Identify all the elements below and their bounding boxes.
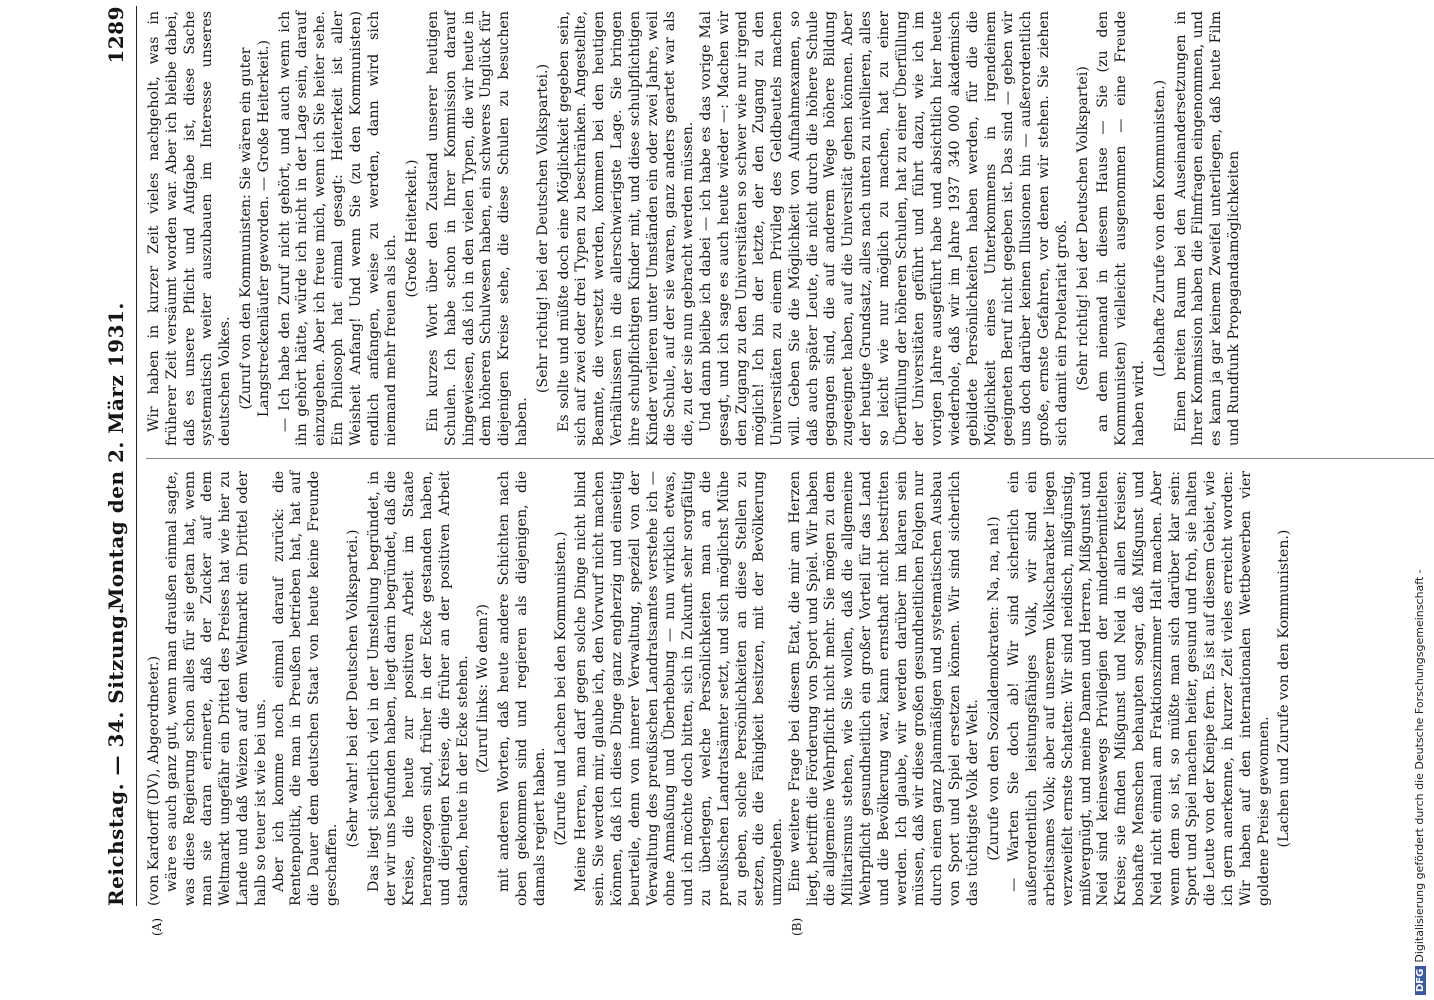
interjection: (Sehr wahr! bei der Deutschen Volkspartei.) [344,529,361,848]
paragraph: — Warten Sie doch ab! Wir sind sicherlich ein außerordentlich leistungsfähiges Volk, wir sind ein arbeitsames Volk; aber auf unserem Volkscharakter liegen verzweifelt ernste Schatten: Wir sind neidisch, mißgünstig, mißvergnügt, und meine Damen und Herren, Mißgunst und Neid sind keineswegs Privilegien der minderbemittelten Kreise; sie finden Mißgunst und Neid in allen Kreisen; boshafte Menschen behaupten sogar, daß Mißgunst und Neid nicht einmal am Fraktionszimmer Halt machen. Aber wenn dem so ist, so müßte man sich darüber klar sein: Sport und Spiel machen heiter, gesund und froh, sie halten die Leute von der Kneipe fern. Es ist auf diesem Gebiet, wie ich gern anerkenne, in kurzer Zeit vieles erreicht worden: Wir haben auf den internationalen Wettbewerben vier goldene Preise gewonnen. [1006,471,1272,906]
digitization-credit [1413,10,1433,995]
column-divider [146,458,1434,459]
interjection: (Zurufe von den Sozialdemokraten: Na, na, na!) [985,516,1002,861]
paragraph: Einen breiten Raum bei den Auseinandersetzungen in Ihrer Kommission haben die Filmfragen eingenommen, und es kann ja gar keinem Zweifel unterliegen, daß heute Film und Rundfunk Propagandamöglichkeiten [1172,11,1243,446]
interjection: (Zurufe und Lachen bei den Kommunisten.) [552,531,569,846]
dfg-logo: DFG [1415,966,1426,995]
paragraph: Aber ich komme noch einmal darauf zurück: die Rentenpolitik, die man in Preußen betrieben hat, hat auf die Dauer dem deutschen Staat von heute keine Freunde geschaffen. [270,471,340,906]
paragraph: Ein kurzes Wort über den Zustand unserer heutigen Schulen. Ich habe schon in Ihrer Kommission darauf hingewiesen, daß ich in den vielen Typen, die wir heute in dem höheren Schulwesen haben, ein schweres Unglück für diejenigen Kreise sehe, die diese Schulen zu besuchen haben. [424,11,530,446]
header-left: Reichstag. — 34. Sitzung. [104,607,128,906]
margin-mark-b: (B) [790,917,804,936]
paragraph: Das liegt sicherlich viel in der Umstellung begründet, in der wir uns befunden haben, liegt darin begründet, daß die Kreise, die heute zur positiven Arbeit im Staate herangezogen sind, früher in der Ecke gestanden haben, und diejenigen Kreise, die früher an der positiven Arbeit standen, heute in der Ecke stehen. [365,471,471,906]
paragraph: — Ich habe den Zuruf nicht gehört, und auch wenn ich ihn gehört hätte, würde ich nicht in der Lage sein, darauf einzugehen. Aber ich freue mich, wenn ich Sie heiter sehe. Ein Philosoph hat einmal gesagt: Heiterkeit ist aller Weisheit Anfang! Und wenn Sie (zu den Kommunisten) endlich anfangen, weise zu werden, dann wird sich niemand mehr freuen als ich. [276,11,400,446]
margin-mark-d [790,0,804,1]
page-number: 1289 [104,6,128,64]
paragraph: mit anderen Worten, daß heute andere Schichten nach oben gekommen sind und regieren als diejenigen, die damals regiert haben. [496,471,548,906]
paragraph: an dem niemand in diesem Hause — Sie (zu den Kommunisten) vielleicht ausgenommen — eine Freude haben wird. [1095,11,1148,446]
paragraph: Es sollte und müßte doch eine Möglichkeit gegeben sein, sich auf zwei oder drei Typen zu beschränken. Angestellte, Beamte, die versetzt werden, kommen bei den heutigen Verhältnissen in die allerschwierigste Lage. Sie bringen ihre schulpflichtigen Kinder mit, und diese schulpflichtigen Kinder verlieren unter Umständen ein oder zwei Jahre, weil die Schule, auf der sie waren, ganz anders geartet war als die, zu der sie nun gebracht werden müssen. [555,11,697,446]
paragraph: Wir haben in kurzer Zeit vieles nachgeholt, was in früherer Zeit versäumt worden war. Aber ich bleibe dabei, daß es unsere Pflicht und Aufgabe ist, diese Sache systematisch weiter auszubauen im Interesse unseres deutschen Volkes. [146,11,234,446]
credit-text: Digitalisierung gefördert durch die Deutsche Forschungsgemeinschaft - [1413,569,1426,963]
interjection: (Lachen und Zurufe von den Kommunisten.) [1276,529,1293,848]
interjection: (Lebhafte Zurufe von den Kommunisten.) [1151,79,1168,378]
header-rule [136,6,137,906]
right-column [146,11,1244,446]
interjection: (Zuruf von den Kommunisten: Sie wären ein guter Langstreckenläufer geworden. — Große Heiterkeit.) [237,39,272,418]
interjection: (Sehr richtig! bei der Deutschen Volkspartei) [1074,66,1091,391]
paragraph: Und dann bleibe ich dabei — ich habe es das vorige Mal gesagt, und ich sage es auch heute wieder —: Machen wir den Zugang zu den Universitäten so schwer wie nur irgend möglich! Ich bin der letzte, der den Zugang zu den Universitäten zu einem Privileg des Geldbeutels machen will. Geben Sie die Möglichkeit von Aufnahmexamen, so daß auch später Leute, die nicht durch die höhere Schule gegangen sind, die auf anderem Wege höhere Bildung zugeeignet haben, auf die Universität gehen können. Aber der heutige Grundsatz, alles nach unten zu nivellieren, alles so leicht wie nur möglich zu machen, hat zu einer Überfüllung der höheren Schulen, hat zu einer Überfüllung der Universitäten geführt und führt dazu, wie ich im vorigen Jahre ausgeführt habe und absichtlich hier heute wiederhole, daß wir im Jahre 1937 340 000 akademisch gebildete Persönlichkeiten haben werden, für die die Möglichkeit eines Unterkommens in irgendeinem geeigneten Beruf nicht gegeben ist. Das sind — geben wir uns doch darüber keinen Illusionen hin — außerordentlich große, ernste Gefahren, vor denen wir stehen. Sie ziehen sich damit ein Proletariat groß. [697,11,1070,446]
interjection: (Sehr richtig! bei der Deutschen Volkspartei.) [534,63,551,394]
newspaper-page [100,6,1434,936]
paragraph: Meine Herren, man darf gegen solche Dinge nicht blind sein. Sie werden mir, glaube ich, den Vorwurf nicht machen können, daß ich diese Dinge ganz engherzig und einseitig beurteile, denn von innerer Verwaltung, speziell von der Verwaltung des preußischen Landratsamtes verstehe ich — ohne Anmaßung und Überhebung — nun wirklich etwas, und ich möchte doch bitten, sich in Zukunft sehr sorgfältig zu überlegen, welche Persönlichkeiten man an die preußischen Landratsämter setzt, und sich möglichst Mühe zu geben, solche Persönlichkeiten an diese Stellen zu setzen, die die Fähigkeit besitzen, mit der Bevölkerung umzugehen. [573,471,786,906]
speaker-line: (von Kardorff (DV), Abgeordneter.) [146,655,162,906]
paragraph: Eine weitere Frage bei diesem Etat, die mir am Herzen liegt, betrifft die Förderung von Sport und Spiel. Wir haben die allgemeine Wehrpflicht nicht mehr. Sie mögen zu dem Militarismus stehen, wie Sie wollen, daß die allgemeine Wehrpflicht gesundheitlich ein großer Vorteil für das Land und die Bevölkerung war, kann ernsthaft nicht bestritten werden. Ich glaube, wir werden darüber im klaren sein müssen, daß wir diese großen gesundheitlichen Folgen nur durch einen ganz planmäßigen und systematischen Ausbau von Sport und Spiel ersetzen können. Wir sind sicherlich das tüchtigste Volk der Welt. [786,471,981,906]
margin-mark-a: (A) [150,917,164,936]
interjection: (Zuruf links: Wo denn?) [475,603,492,774]
interjection: (Große Heiterkeit.) [404,159,421,298]
header-date: Montag den 2. März 1931. [104,302,128,610]
left-column [146,471,1297,906]
paragraph: wäre es auch ganz gut, wenn man draußen einmal sagte, was diese Regierung schon alles für sie getan hat, wenn man sie daran erinnerte, daß der Zucker auf dem Weltmarkt ungefähr ein Drittel des Preises hat wie hier zu Lande und daß Weizen auf dem Weltmarkt ein Drittel oder halb so teuer ist wie bei uns. [163,471,269,906]
margin-mark-c [150,0,164,1]
page-header [100,6,136,906]
